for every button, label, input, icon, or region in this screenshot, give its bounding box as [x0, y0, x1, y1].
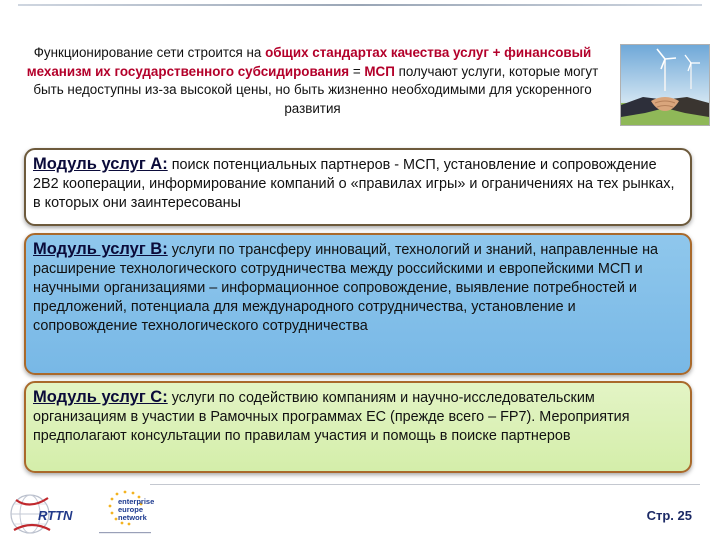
- handshake-photo: [620, 44, 710, 126]
- een-logo-text-3: network: [118, 513, 147, 522]
- module-a-text: поиск потенциальных партнеров - МСП, установление и сопровождение 2В2 кооперации, информирование компаний о «правилах игры» и ограничениях на тех рынках, в которых они заинтересованы: [33, 157, 675, 211]
- bottom-divider: [150, 484, 700, 485]
- module-b-title: Модуль услуг В:: [33, 240, 168, 258]
- intro-paragraph: [10, 44, 615, 118]
- intro-text-2: =: [349, 63, 365, 79]
- service-module-a: [24, 148, 692, 226]
- een-logo-text-2: europe: [118, 505, 144, 514]
- intro-highlight-msp: МСП: [364, 63, 395, 79]
- module-c-title: Модуль услуг С:: [33, 388, 168, 406]
- rttn-logo-icon: [8, 490, 94, 536]
- module-c-text: услуги по содействию компаниям и научно-исследовательским организациям в участии в Рамочных программах ЕС (прежде всего – FP7). Мероприятия предполагают консультации по правилам участия и помощь в поиске партнеров: [33, 390, 630, 444]
- een-logo-text-1: enterprise: [118, 497, 155, 506]
- module-b-text: услуги по трансферу инноваций, технологий и знаний, направленные на расширение технологического сотрудничества между российскими и европейскими МСП и научными организациями – информационное сопровождение, выявление потребностей и предложений, потенциала для международного сотрудничества, установление и сопровождение технологического сотрудничества: [33, 242, 659, 334]
- intro-text-1: Функционирование сети строится на: [33, 45, 266, 60]
- handshake-turbine-icon: [621, 45, 709, 125]
- intro-text-3: получают услуги, которые могут быть недоступны из-за высокой цены, но быть жизненно необходимыми для ускоренного развития: [33, 63, 599, 116]
- intro-highlight-standards: общих стандартах качества услуг + финансовый механизм их государственного субсидирования: [26, 45, 592, 79]
- top-divider: [18, 4, 702, 6]
- enterprise-europe-network-logo-icon: [95, 486, 165, 538]
- service-module-b: [24, 233, 692, 375]
- page-number: Стр. 25: [646, 508, 692, 523]
- rttn-logo-text: RTTN: [38, 508, 73, 523]
- module-a-title: Модуль услуг А:: [33, 155, 168, 173]
- service-module-c: [24, 381, 692, 473]
